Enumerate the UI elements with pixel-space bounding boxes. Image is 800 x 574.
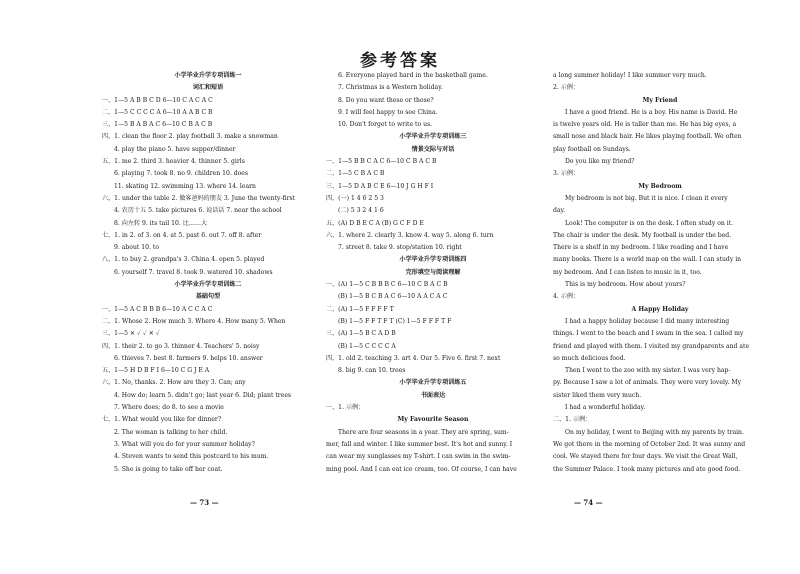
left-column-line: 2. The woman is talking to her child. [114, 428, 228, 436]
middle-column-line: My Favourite Season [397, 416, 469, 424]
middle-column-line: (B) 1—5 F F T F T (C) 1—5 F F F T F [338, 317, 452, 325]
page-number-left: — 73 — [190, 498, 219, 507]
left-column-line: 五、1. me 2. third 3. heavier 4. thinner 5. girls [102, 158, 245, 166]
answer-column-right [553, 70, 767, 476]
middle-column-line: 6. Everyone played hard in the basketball game. [338, 72, 488, 79]
left-column-line: 五、1—5 H D B F I 6—10 C G J E A [102, 367, 210, 375]
right-column-line: my bedroom. And I can listen to music in it, too. [553, 268, 702, 276]
middle-column-line: can wear my sunglasses my T-shirt. I can swim in the swim- [326, 453, 511, 461]
right-column-line: friend and played with them. I visited my grandparents and ate [553, 342, 750, 350]
middle-column-line: 三、(A) 1—5 B C A D B [326, 330, 396, 338]
left-column-line: 8. 向左转 9. its tail 10. 比……大 [114, 219, 208, 227]
left-column-line: 11. skating 12. swimming 13. where 14. learn [114, 182, 256, 190]
right-column-line: Look! The computer is on the desk. I often study on it. [565, 219, 734, 227]
left-column-line: 基础句型 [195, 293, 221, 301]
middle-column-line: 四、(一) 1 4 6 2 5 3 [326, 194, 384, 202]
right-column-line: We got there in the morning of October 2nd. It was sunny and [553, 440, 746, 448]
middle-column-line: 小学毕业升学专项训练四 [399, 256, 467, 264]
middle-column-line: 完形填空与阅读理解 [405, 268, 461, 276]
middle-column-line: 情景交际与对话 [411, 145, 455, 153]
left-column-line: 一、1—5 A C B B B 6—10 A C C A C [102, 305, 213, 313]
left-column-line: 六、1. No, thanks. 2. How are they 3. Can; any [102, 379, 246, 387]
middle-column-line: 四、1. old 2. teaching 3. art 4. Our 5. Five 6. first 7. next [326, 354, 501, 362]
left-column-line: 二、1—5 C C C C A 6—10 A A B C B [102, 108, 213, 116]
right-column-line: cool. We stayed there for four days. We visit the Great Wall, [553, 453, 738, 461]
middle-column-line: 7. Christmas is a Western holiday. [338, 84, 443, 92]
middle-column-line: 小学毕业升学专项训练三 [399, 133, 467, 141]
left-column-line: 八、1. to buy 2. grandpa's 3. China 4. open 5. played [102, 256, 265, 264]
right-column-line: My Friend [642, 96, 678, 104]
middle-column-line: 9. I will feel happy to see China. [338, 108, 438, 116]
middle-column-line: (B) 1—5 B C B A C 6—10 A A C A C [338, 293, 448, 301]
middle-column-line: 一、(A) 1—5 C B B B C 6—10 C B A C B [326, 281, 448, 289]
right-column-line: py. Because I saw a lot of animals. They were very lovely. My [553, 379, 742, 387]
right-column-line: so much delicious food. [553, 354, 626, 362]
left-column-line: 二、1. Whose 2. How much 3. Where 4. How many 5. When [102, 317, 286, 325]
left-column-line: 小学毕业升学专项训练一 [174, 72, 242, 79]
page-number-right: — 74 — [574, 498, 603, 507]
right-column-line: play football on Sundays. [553, 145, 631, 153]
right-column-line: sister liked them very much. [553, 391, 642, 399]
middle-column-line: 六、1. where 2. clearly 3. know 4. way 5. along 6. turn [326, 231, 494, 239]
right-column-line: I have a good friend. He is a boy. His name is David. He [565, 108, 738, 116]
left-column-line: 词汇和短语 [192, 84, 224, 92]
middle-column-line: mer, fall and winter. I like summer best. It's hot and sunny. I [326, 440, 513, 448]
middle-column-line: 10. Don't forget to write to us. [338, 121, 433, 129]
left-column-line: 七、1. What would you like for dinner? [102, 416, 222, 424]
left-column-line: 四、1. their 2. to go 3. thinner 4. Teachers' 5. noisy [102, 342, 260, 350]
middle-column-line: 一、1. 示例： [326, 404, 365, 412]
left-column-line: 9. about 10. to [114, 244, 160, 252]
left-column-line: 5. She is going to take off her coat. [114, 465, 223, 473]
right-column-line: I had a happy holiday because I did many interesting [565, 317, 730, 325]
right-column-line: 3. 示例： [553, 170, 580, 178]
right-column-line: I had a wonderful holiday. [565, 404, 646, 412]
right-column-line: Do you like my friend? [565, 158, 635, 166]
left-column-line: 6. yourself 7. travel 8. took 9. watered 10. shadows [114, 268, 273, 276]
right-column-line: My bedroom is not big. But it is nice. I clean it every [565, 194, 728, 202]
right-column-line: many books. There is a world map on the wall. I can study in [553, 256, 742, 264]
middle-column-line: 一、1—5 B B C A C 6—10 C B A C B [326, 158, 437, 166]
right-column-line: a long summer holiday! I like summer very much. [553, 72, 707, 79]
left-column-line: 4. How do; learn 5. didn't go; last year 6. Did; plant trees [114, 391, 292, 399]
left-column-line: 三、1—5 B A B A C 6—10 C B A C B [102, 121, 213, 129]
left-column-line: 三、1—5 ✕ ✓ ✓ ✕ ✓ [102, 330, 160, 338]
middle-column-line: 小学毕业升学专项训练五 [399, 379, 467, 387]
left-column-line: 4. Steven wants to send this postcard to his mum. [114, 453, 269, 461]
right-column-line: On my holiday, I went to Beijing with my parents by train. [565, 428, 744, 436]
right-column-line: day. [553, 207, 566, 215]
middle-column-line: 二、1—5 C B A C B [326, 170, 385, 178]
middle-column-line: (二) 5 3 2 4 1 6 [338, 207, 384, 215]
right-column-line: 4. 示例： [553, 293, 580, 301]
right-column-line: is twelve years old. He is taller than me. He has big eyes, a [553, 121, 737, 129]
left-column-line: 6. thieves 7. best 8. farmers 9. helps 10. answer [114, 354, 263, 362]
middle-column-line: 书面表达 [420, 391, 446, 399]
right-column-line: the Summer Palace. I took many pictures and ate good food. [553, 465, 741, 473]
right-column-line: Then I went to the zoo with my sister. I was very hap- [565, 367, 731, 375]
right-column-line: The chair is under the desk. My football is under the bed. [553, 231, 732, 239]
right-column-line: 二、1. 示例： [553, 416, 592, 424]
middle-column-line: There are four seasons in a year. They are spring, sum- [338, 428, 509, 436]
middle-column-line: 五、(A) D B E C A (B) G C F D E [326, 219, 424, 227]
answer-column-middle [326, 70, 540, 476]
left-column-line: 四、1. clean the floor 2. play football 3. make a snowman [102, 133, 278, 141]
right-column-line: 2. 示例： [553, 84, 580, 92]
left-column-line: 3. What will you do for your summer holiday? [114, 440, 255, 448]
page-title: 参考答案 [360, 51, 440, 71]
right-column-line: small nose and black hair. He likes playing football. We often [553, 133, 742, 141]
left-column-line: 小学毕业升学专项训练二 [174, 281, 242, 289]
middle-column-line: (B) 1—5 C C C C A [338, 342, 396, 350]
left-column-line: 4. play the piano 5. have supper/dinner [114, 145, 236, 153]
left-column-line: 4. 农历十五 5. take pictures 6. 说话话 7. near the school [114, 207, 282, 215]
middle-column-line: 8. big 9. can 10. trees [338, 367, 406, 375]
right-column-line: This is my bedroom. How about yours? [565, 281, 686, 289]
left-column-line: 6. playing 7. took 8. no 9. children 10. does [114, 170, 249, 178]
right-column-line: My Bedroom [638, 182, 682, 190]
left-column-line: 7. Where does; do 8. to see a movie [114, 404, 224, 412]
right-column-line: things. I went to the beach and I swam in the sea. I called my [553, 330, 744, 338]
left-column-line: 六、1. under the table 2. 做客爸妈的朋友 3. June the twenty-first [102, 194, 296, 202]
middle-column-line: 三、1—5 D A B C E 6—10 J G H F I [326, 182, 434, 190]
right-column-line: A Happy Holiday [631, 305, 689, 313]
middle-column-line: ming pool. And I can eat ice cream, too. Of course, I can have [326, 465, 517, 473]
left-column-line: 一、1—5 A B B C D 6—10 C A C A C [102, 96, 213, 104]
middle-column-line: 8. Do you want these or those? [338, 96, 434, 104]
middle-column-line: 7. street 8. take 9. stop/station 10. right [338, 244, 462, 252]
left-column-line: 七、1. in 2. of 3. on 4. at 5. past 6. out 7. off 8. after [102, 231, 262, 239]
middle-column-line: 二、(A) 1—5 F F F F T [326, 305, 394, 313]
answer-column-left [102, 70, 314, 476]
right-column-line: There is a shelf in my bedroom. I like reading and I have [553, 244, 729, 252]
